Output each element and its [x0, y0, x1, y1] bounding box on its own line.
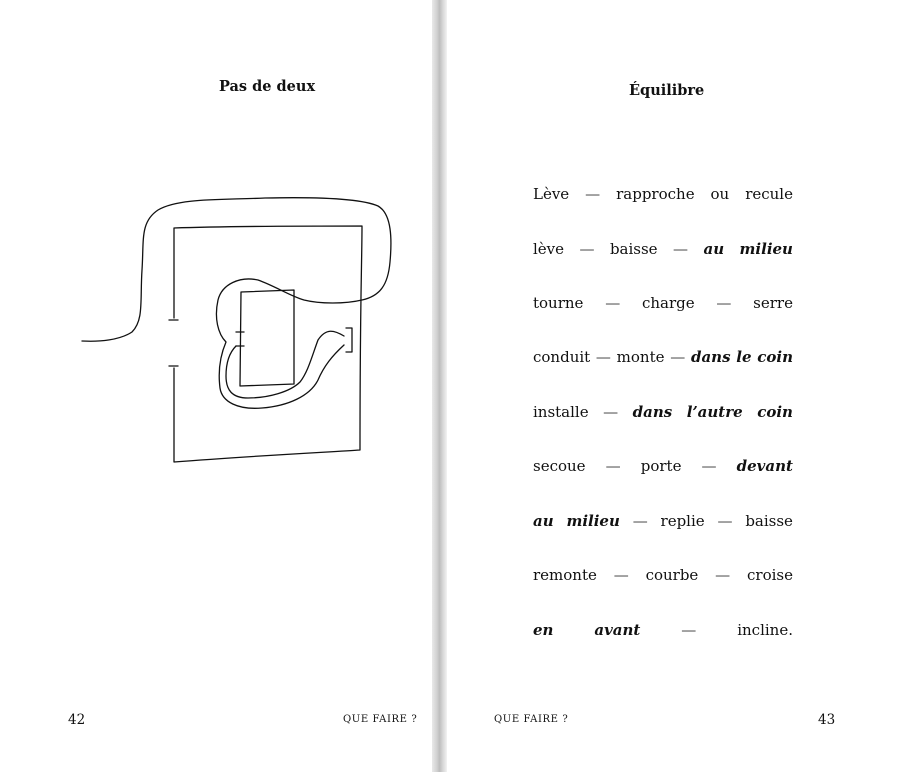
poem-dash: — — [632, 512, 648, 530]
poem-dash: — — [605, 457, 621, 475]
poem-word-emphasis: en — [533, 621, 554, 639]
poem-word-emphasis: l’autre — [686, 403, 743, 421]
poem-word-emphasis: le — [736, 348, 752, 366]
poem-word-emphasis: coin — [757, 348, 793, 366]
poem-dash: — — [701, 457, 717, 475]
poem-dash: — — [595, 348, 611, 366]
poem-word-emphasis: avant — [594, 621, 641, 639]
poem-word-emphasis: au — [703, 240, 725, 258]
poem-dash: — — [603, 403, 619, 421]
poem-dash: — — [670, 348, 686, 366]
poem-word: baisse — [745, 512, 793, 530]
poem-word-emphasis: au — [533, 512, 554, 530]
drawing-frame — [174, 226, 362, 462]
left-page-title: Pas de deux — [219, 78, 316, 95]
poem-dash: — — [673, 240, 689, 258]
poem-word: secoue — [533, 457, 586, 475]
poem-word-emphasis: dans — [690, 348, 731, 366]
poem-word: monte — [616, 348, 665, 366]
poem-word: Lève — [533, 185, 570, 203]
poem-dash: — — [715, 566, 731, 584]
poem-word: conduit — [533, 348, 591, 366]
poem-word: croise — [747, 566, 793, 584]
poem-word: rapproche — [616, 185, 695, 203]
poem-word: remonte — [533, 566, 597, 584]
poem-line — [533, 403, 793, 421]
right-page — [447, 0, 900, 772]
poem-dash: — — [681, 621, 697, 639]
pas-de-deux-drawing — [78, 190, 378, 480]
poem-line — [533, 621, 793, 639]
poem-word: serre — [753, 294, 793, 312]
poem-word: baisse — [609, 240, 658, 258]
left-running-head: QUE FAIRE ? — [343, 714, 418, 725]
poem-line — [533, 185, 793, 203]
drawing-inner-rect — [240, 290, 294, 386]
poem-line — [533, 566, 793, 584]
right-page-title: Équilibre — [629, 82, 705, 99]
poem-word: replie — [660, 512, 705, 530]
poem-word-emphasis: milieu — [566, 512, 620, 530]
poem-word: lève — [533, 240, 565, 258]
poem-line — [533, 348, 793, 366]
poem-line — [533, 240, 793, 258]
poem-line — [533, 457, 793, 475]
poem-word: incline. — [737, 621, 793, 639]
poem-word-emphasis: devant — [736, 457, 793, 475]
poem-word-emphasis: milieu — [739, 240, 793, 258]
poem-line — [533, 294, 793, 312]
poem-word: ou — [710, 185, 730, 203]
poem-word: courbe — [645, 566, 699, 584]
right-page-number: 43 — [818, 712, 836, 728]
poem-word: installe — [533, 403, 589, 421]
poem-line — [533, 512, 793, 530]
poem-dash: — — [605, 294, 621, 312]
poem-word-emphasis: dans — [632, 403, 673, 421]
poem-dash: — — [613, 566, 629, 584]
left-page-number: 42 — [68, 712, 86, 728]
poem-word: porte — [640, 457, 682, 475]
book-gutter — [432, 0, 447, 772]
right-running-head: QUE FAIRE ? — [494, 714, 569, 725]
poem-word-emphasis: coin — [757, 403, 793, 421]
left-page — [0, 0, 432, 772]
poem-word: tourne — [533, 294, 584, 312]
poem-word: charge — [641, 294, 695, 312]
poem-dash: — — [579, 240, 595, 258]
drawing-outer-path — [82, 198, 391, 409]
poem-dash: — — [716, 294, 732, 312]
poem-word: recule — [745, 185, 793, 203]
poem-dash: — — [585, 185, 601, 203]
poem-dash: — — [717, 512, 733, 530]
